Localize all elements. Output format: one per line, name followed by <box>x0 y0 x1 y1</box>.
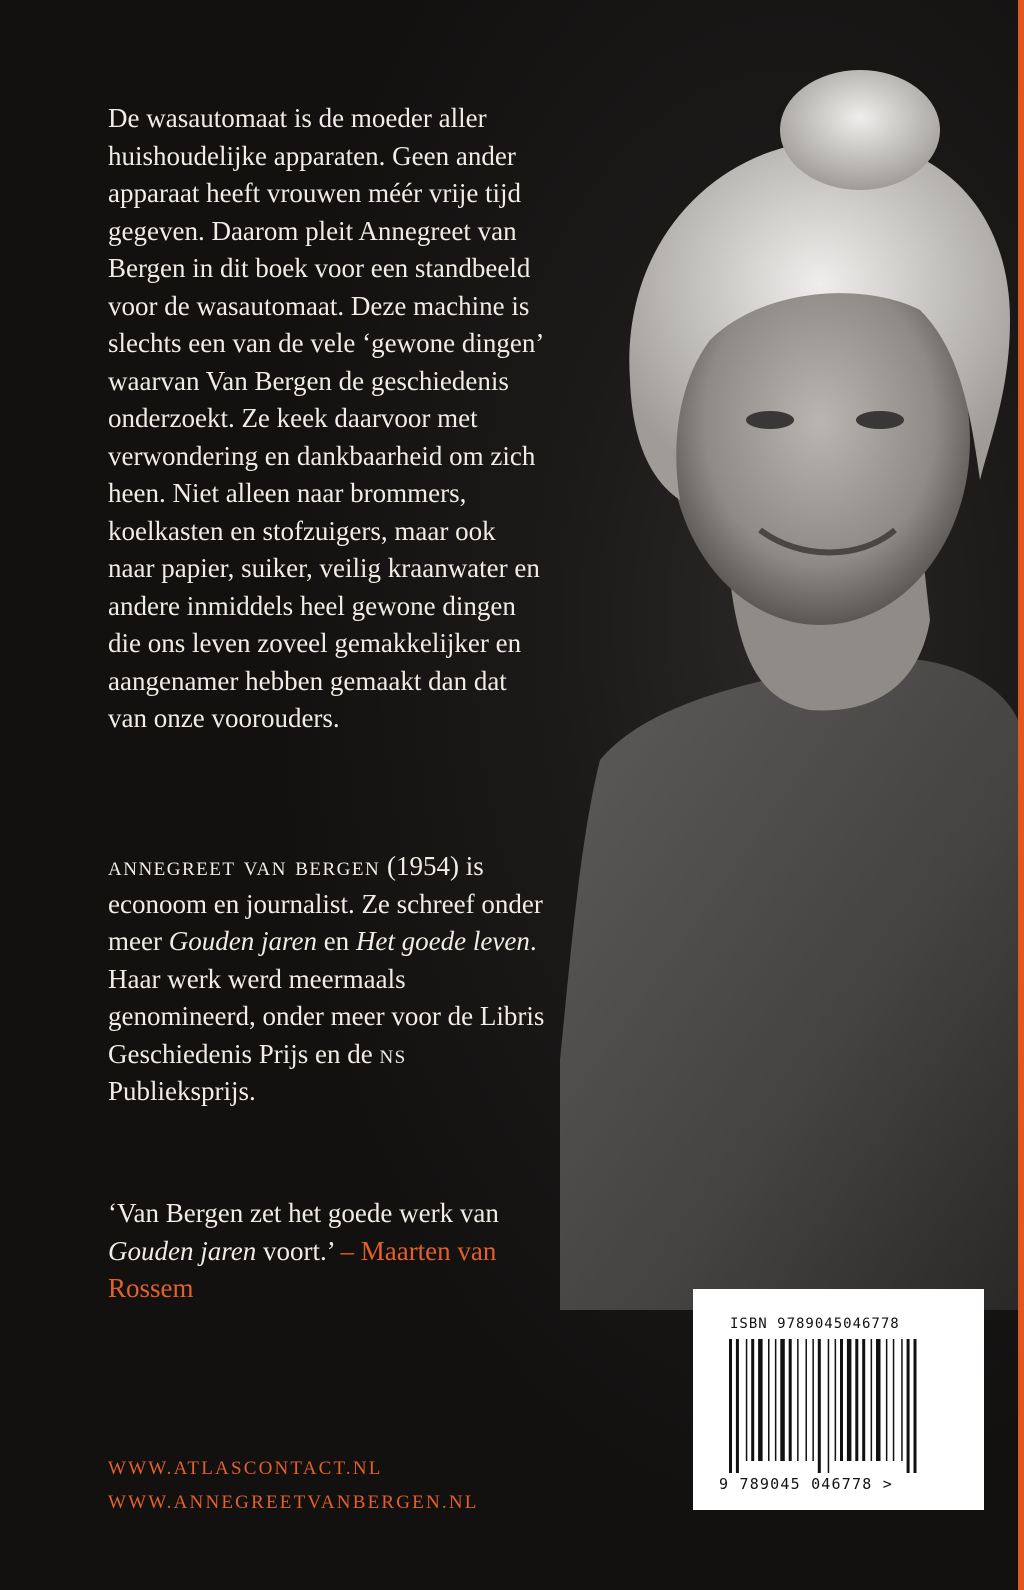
publisher-url[interactable]: WWW.ATLASCONTACT.NL <box>108 1458 383 1479</box>
barcode-bar <box>862 1339 865 1461</box>
book-title-gouden-jaren: Gouden jaren <box>168 926 317 956</box>
bio-text-2: en <box>323 926 350 956</box>
bio-text-1: is econoom en journalist. Ze schreef onder meer <box>108 851 543 956</box>
barcode-bar <box>751 1339 754 1461</box>
author-year: (1954) <box>386 851 459 881</box>
barcode-bar <box>907 1339 910 1473</box>
book-title-het-goede-leven: Het goede leven <box>355 926 530 956</box>
barcode-bar <box>886 1339 888 1461</box>
barcode-bar <box>914 1339 917 1473</box>
book-blurb: De wasautomaat is de moeder aller huishoudelijke apparaten. Geen ander apparaat heeft vrouwen méér vrije tijd gegeven. Daarom pleit Annegreet van Bergen in dit boek voor een standbeeld voor de wasautomaat. Deze machine is slechts een van de vele ‘gewone dingen’ waarvan Van Bergen de geschiedenis onderzoekt. Ze keek daarvoor met verwondering en dankbaarheid om zich heen. Niet alleen naar brommers, koelkasten en stofzuigers, maar ook naar papier, suiker, veilig kraanwater en andere inmiddels heel gewone dingen die ons leven zoveel gemakkelijker en aangenamer hebben gemaakt dan dat van onze voorouders. <box>108 103 543 733</box>
author-name: annegreet van bergen <box>108 851 381 881</box>
barcode-bar <box>768 1339 770 1461</box>
barcode-bar <box>789 1339 792 1461</box>
barcode-bar <box>828 1339 830 1473</box>
quote-attribution: – Maarten van Rossem <box>108 1235 497 1303</box>
barcode-bar <box>736 1339 739 1473</box>
barcode-bar <box>775 1339 777 1461</box>
barcode-bar <box>806 1339 808 1461</box>
barcode-bar <box>746 1339 748 1461</box>
ns-abbreviation: ns <box>379 1038 407 1069</box>
quote-text-2: voort.’ <box>262 1235 334 1266</box>
review-quote <box>108 1195 548 1308</box>
author-bio <box>108 848 548 1111</box>
isbn-label: ISBN 9789045046778 <box>730 1316 900 1332</box>
barcode-bar <box>871 1339 873 1461</box>
barcode-bars <box>729 1339 949 1473</box>
isbn-barcode <box>693 1289 984 1510</box>
quote-book-title: Gouden jaren <box>108 1235 257 1266</box>
bio-text-3: . Haar werk werd meermaals genomineerd, onder meer voor de Libris Geschiedenis Prijs en de <box>108 926 545 1069</box>
barcode-bar <box>797 1339 799 1461</box>
barcode-bar <box>758 1339 763 1461</box>
barcode-bar <box>729 1339 732 1473</box>
barcode-bar <box>876 1339 881 1461</box>
barcode-bar <box>780 1339 785 1461</box>
bio-text-4: Publieksprijs. <box>108 1076 256 1106</box>
barcode-bar <box>812 1339 814 1461</box>
barcode-bar <box>893 1339 895 1461</box>
barcode-bar <box>835 1339 837 1461</box>
author-url[interactable]: WWW.ANNEGREETVANBERGEN.NL <box>108 1492 479 1513</box>
quote-text-1: ‘Van Bergen zet het goede werk van <box>108 1198 499 1228</box>
barcode-digits: 9 789045 046778 > <box>719 1475 893 1493</box>
barcode-bar <box>818 1339 821 1473</box>
barcode-bar <box>847 1339 852 1461</box>
barcode-bar <box>901 1339 903 1461</box>
author-portrait <box>560 60 1018 1310</box>
barcode-bar <box>840 1339 843 1461</box>
spine-edge <box>1018 0 1024 1590</box>
barcode-bar <box>855 1339 858 1461</box>
